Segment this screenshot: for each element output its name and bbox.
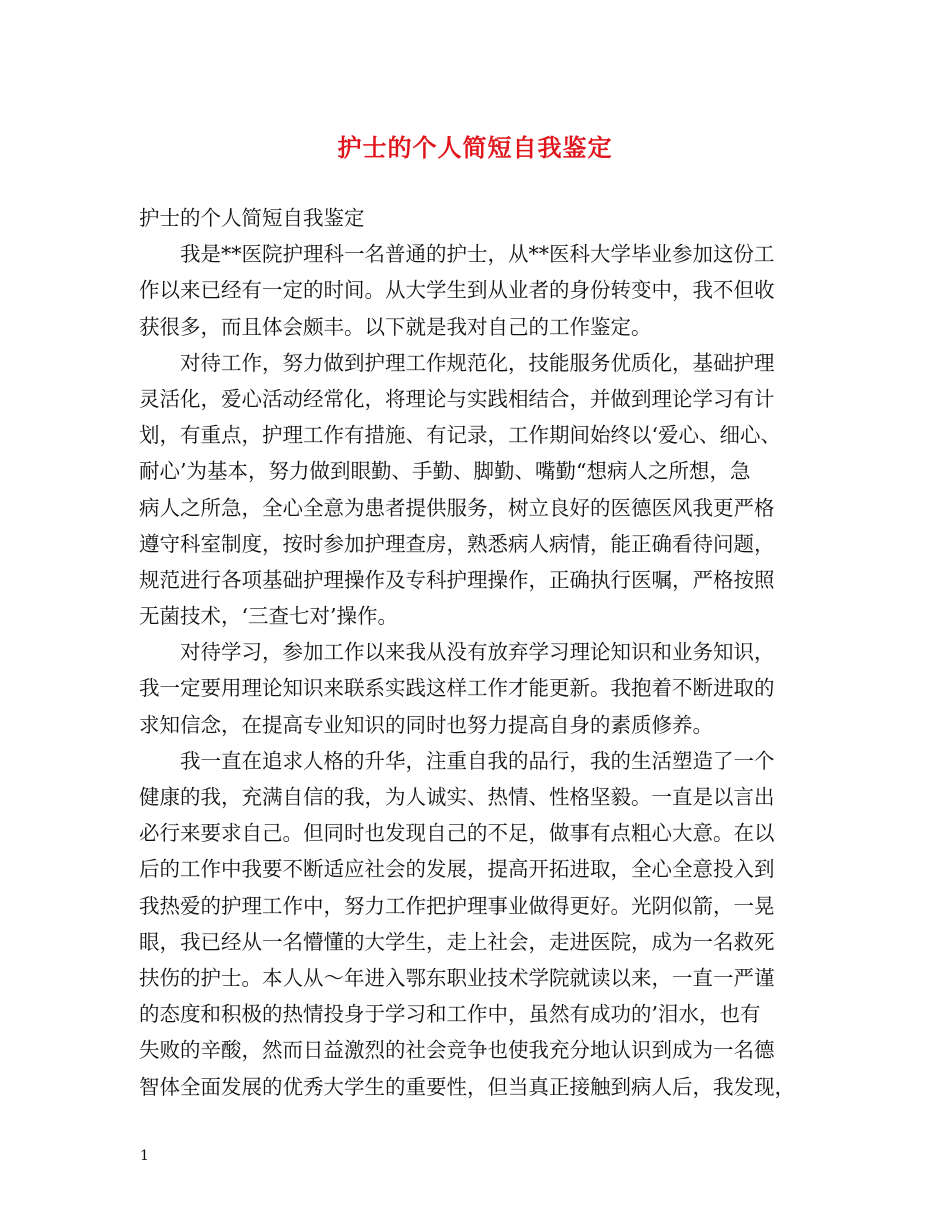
body-line: 耐心’为基本，努力做到眼勤、手勤、脚勤、嘴勤“想病人之所想，急 xyxy=(139,459,751,484)
body-line: 我热爱的护理工作中，努力工作把护理事业做得更好。光阴似箭，一晃 xyxy=(139,893,775,918)
body-line: 眼，我已经从一名懵懂的大学生，走上社会，走进医院，成为一名救死 xyxy=(139,929,775,954)
body-line: 划，有重点，护理工作有措施、有记录，工作期间始终以‘爱心、细心、 xyxy=(139,423,782,448)
body-line: 护士的个人简短自我鉴定 xyxy=(139,206,365,230)
body-line: 健康的我，充满自信的我，为人诚实、热情、性格坚毅。一直是以言出 xyxy=(139,785,775,809)
document-body xyxy=(139,200,819,1105)
body-line: 智体全面发展的优秀大学生的重要性，但当真正接触到病人后，我发现， xyxy=(139,1074,795,1099)
body-line: 对待学习，参加工作以来我从没有放弃学习理论知识和业务知识， xyxy=(180,640,775,665)
body-line: 遵守科室制度，按时参加护理查房，熟悉病人病情，能正确看待问题， xyxy=(139,531,775,556)
body-line: 对待工作，努力做到护理工作规范化，技能服务优质化，基础护理 xyxy=(180,350,775,375)
body-line: 必行来要求自己。但同时也发现自己的不足，做事有点粗心大意。在以 xyxy=(139,821,775,846)
body-line: 的态度和积极的热情投身于学习和工作中，虽然有成功的’泪水，也有 xyxy=(139,1002,761,1027)
body-line: 我是**医院护理科一名普通的护士，从**医科大学毕业参加这份工 xyxy=(180,242,775,267)
body-line: 作以来已经有一定的时间。从大学生到从业者的身份转变中，我不但收 xyxy=(139,278,775,303)
body-line: 失败的辛酸，然而日益激烈的社会竞争也使我充分地认识到成为一名德 xyxy=(139,1038,775,1063)
body-line: 求知信念，在提高专业知识的同时也努力提高自身的素质修养。 xyxy=(139,712,713,737)
body-line: 无菌技术，‘三查七对’操作。 xyxy=(139,604,399,629)
body-line: 病人之所急，全心全意为患者提供服务，树立良好的医德医风我更严格 xyxy=(139,495,775,520)
body-line: 扶伤的护士。本人从～年进入鄂东职业技术学院就读以来，一直一严谨 xyxy=(139,965,775,990)
document-title: 护士的个人简短自我鉴定 xyxy=(337,133,613,162)
page-number: 1 xyxy=(140,1148,149,1164)
body-line: 我一直在追求人格的升华，注重自我的品行，我的生活塑造了一个 xyxy=(180,748,775,773)
body-line: 我一定要用理论知识来联系实践这样工作才能更新。我抱着不断进取的 xyxy=(139,676,775,701)
body-line: 后的工作中我要不断适应社会的发展，提高开拓进取，全心全意投入到 xyxy=(139,857,775,882)
body-line: 规范进行各项基础护理操作及专科护理操作，正确执行医嘱，严格按照 xyxy=(139,567,775,592)
body-line: 获很多，而且体会颇丰。以下就是我对自己的工作鉴定。 xyxy=(139,314,652,339)
body-line: 灵活化，爱心活动经常化，将理论与实践相结合，并做到理论学习有计 xyxy=(139,386,775,411)
